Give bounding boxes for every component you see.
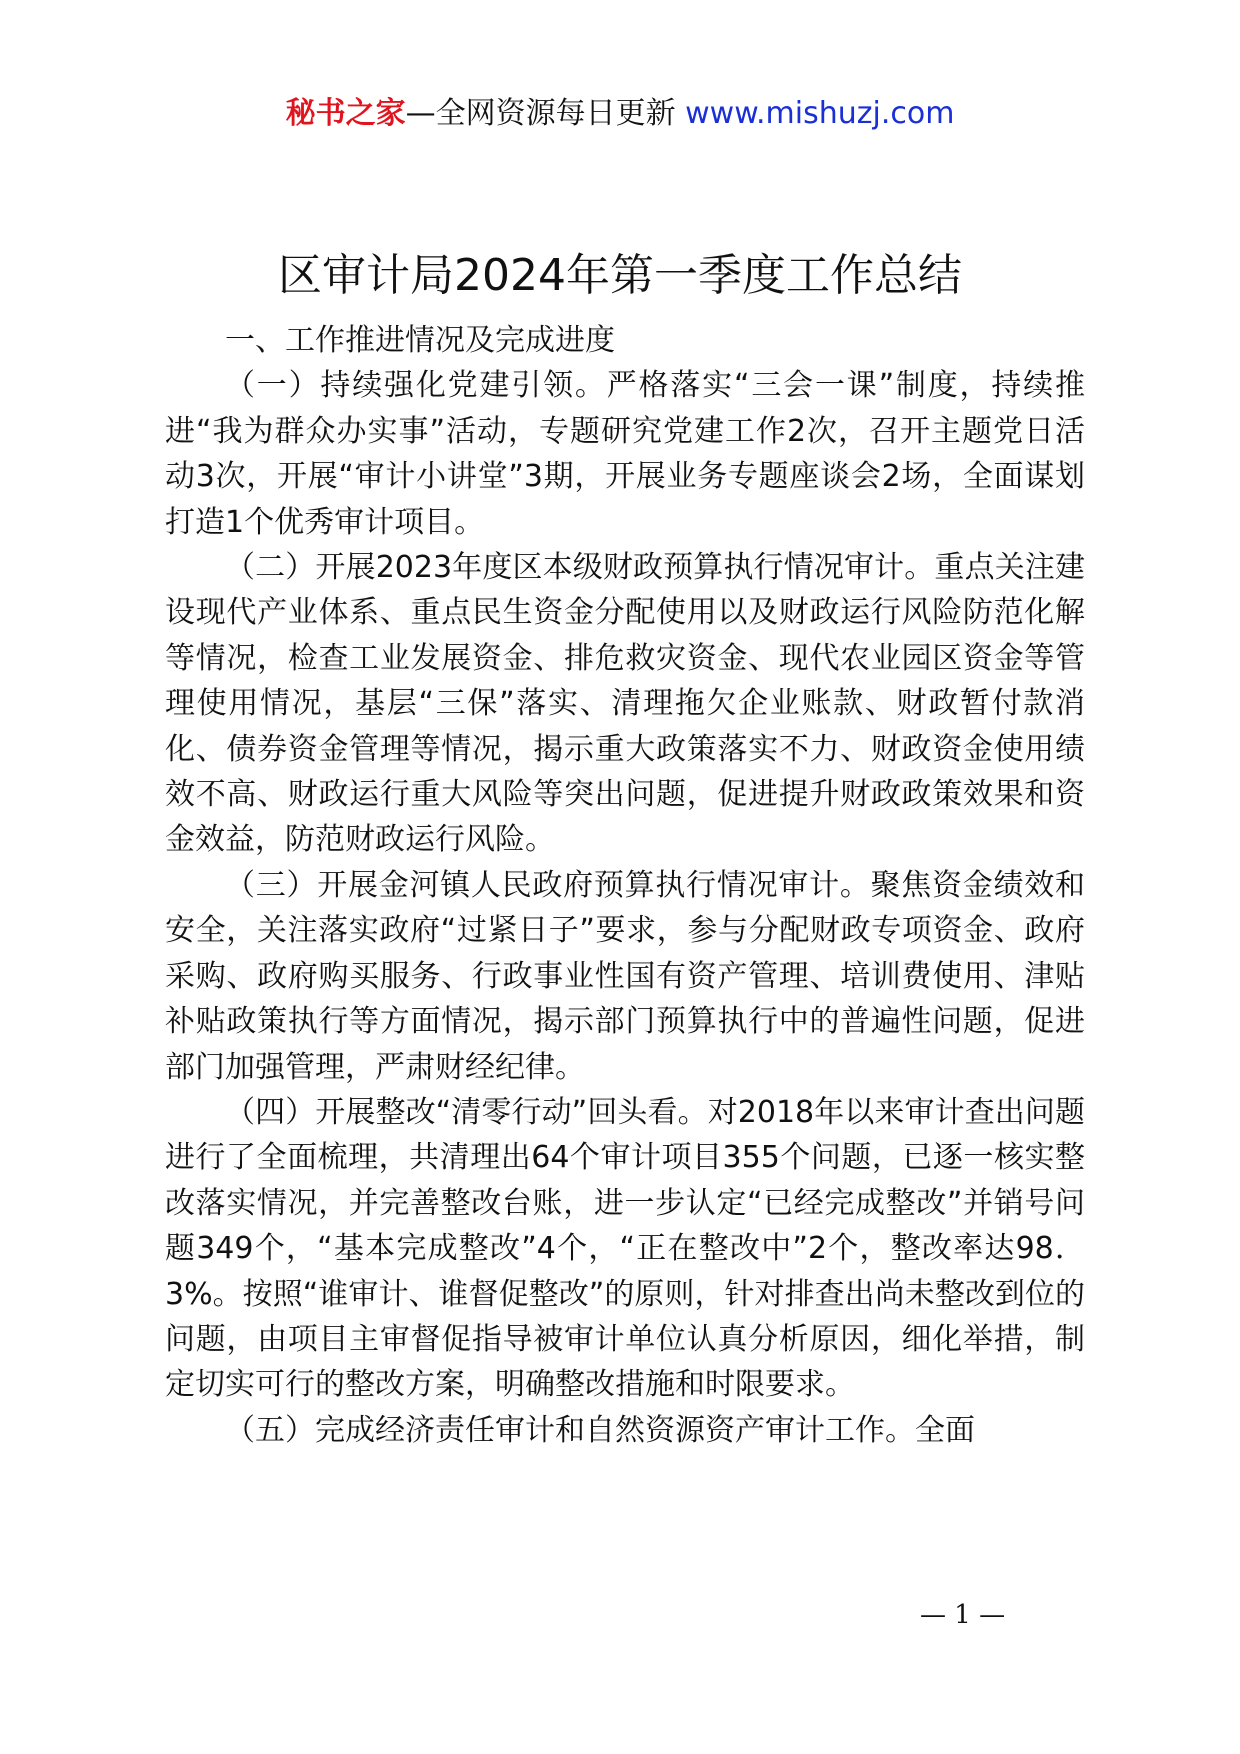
paragraph-town-audit: （三）开展金河镇人民政府预算执行情况审计。聚焦资金绩效和安全，关注落实政府“过紧日子”要求，参与分配财政专项资金、政府采购、政府购买服务、行政事业性国有资产管理、培训费使用、津贴补贴政策执行等方面情况，揭示部门预算执行中的普遍性问题，促进部门加强管理，严肃财经纪律。	[165, 867, 1085, 1085]
document-title: 区审计局2024年第一季度工作总结	[278, 250, 962, 301]
paragraph-party-building: （一）持续强化党建引领。严格落实“三会一课”制度，持续推进“我为群众办实事”活动，专题研究党建工作2次，召开主题党日活动3次，开展“审计小讲堂”3期，开展业务专题座谈会2场，全面谋划打造1个优秀审计项目。	[165, 368, 1085, 540]
paragraph-economic-responsibility-audit: （五）完成经济责任审计和自然资源资产审计工作。全面	[225, 1412, 975, 1448]
site-tagline: —全网资源每日更新	[405, 96, 686, 131]
document-body	[165, 318, 1085, 1453]
site-brand-name: 秘书之家	[285, 96, 406, 131]
section-heading: 一、工作推进情况及完成进度	[225, 323, 615, 358]
site-header-banner	[0, 94, 1240, 134]
paragraph-rectification-review: （四）开展整改“清零行动”回头看。对2018年以来审计查出问题进行了全面梳理，共清理出64个审计项目355个问题，已逐一核实整改落实情况，并完善整改台账，进一步认定“已经完成整改”并销号问题349个，“基本完成整改”4个，“正在整改中”2个，整改率达98．3%。按照“谁审计、谁督促整改”的原则，针对排查出尚未整改到位的问题，由项目主审督促指导被审计单位认真分析原因，细化举措，制定切实可行的整改方案，明确整改措施和时限要求。	[165, 1094, 1085, 1403]
page-number: — 1 —	[920, 1600, 1006, 1630]
paragraph-budget-audit: （二）开展2023年度区本级财政预算执行情况审计。重点关注建设现代产业体系、重点民生资金分配使用以及财政运行风险防范化解等情况，检查工业发展资金、排危救灾资金、现代农业园区资金等管理使用情况，基层“三保”落实、清理拖欠企业账款、财政暂付款消化、债券资金管理等情况，揭示重大政策落实不力、财政资金使用绩效不高、财政运行重大风险等突出问题，促进提升财政政策效果和资金效益，防范财政运行风险。	[165, 550, 1085, 858]
site-url-link[interactable]: www.mishuzj.com	[685, 96, 955, 131]
